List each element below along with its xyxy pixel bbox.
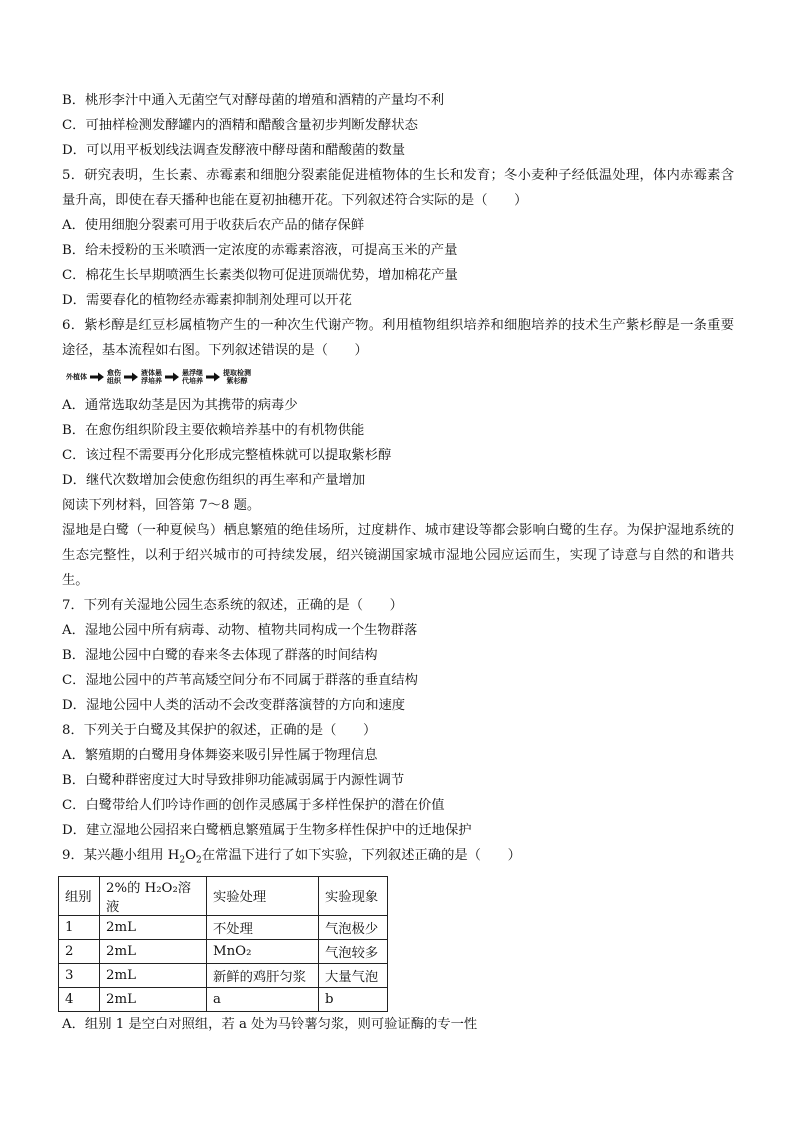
table-cell: 2mL: [100, 963, 207, 987]
q7-option-a: A．湿地公园中所有病毒、动物、植物共同构成一个生物群落: [62, 623, 418, 638]
table-cell: b: [319, 987, 388, 1011]
table-cell: 2mL: [100, 987, 207, 1011]
table-header-row: [59, 876, 388, 915]
reading-instruction: 阅读下列材料，回答第 7～8 题。: [62, 498, 261, 513]
q5-option-c: C．棉花生长早期喷洒生长素类似物可促进顶端优势，增加棉花产量: [62, 268, 458, 283]
q9-stem-subscript: 2: [179, 855, 186, 866]
q7-option-c: C．湿地公园中的芦苇高矮空间分布不同属于群落的垂直结构: [62, 673, 418, 688]
question-5-stem: 5．研究表明，生长素、赤霉素和细胞分裂素能促进植物体的生长和发育；冬小麦种子经低温处理，体内赤霉素含量升高，即使在春天播种也能在夏初抽穗开花。下列叙述符合实际的是（ ）: [62, 168, 734, 208]
q6-option-c: C．该过程不需要再分化形成完整植株就可以提取紫杉醇: [62, 448, 392, 463]
q7-option-d: D．湿地公园中人类的活动不会改变群落演替的方向和速度: [62, 698, 406, 713]
table-cell: 2mL: [100, 915, 207, 939]
question-8-stem: 8．下列关于白鹭及其保护的叙述，正确的是（ ）: [62, 723, 377, 738]
q6-option-a: A．通常选取幼茎是因为其携带的病毒少: [62, 398, 298, 413]
question-6-stem: 6．紫杉醇是红豆杉属植物产生的一种次生代谢产物。利用植物组织培养和细胞培养的技术生产紫杉醇是一条重要途径，基本流程如右图。下列叙述错误的是（ ）: [62, 318, 734, 358]
table-row: [59, 939, 388, 963]
flow-arrow-icon: [124, 372, 138, 382]
flow-arrow-icon: [206, 372, 220, 382]
q8-option-c: C．白鹭带给人们吟诗作画的创作灵感属于多样性保护的潜在价值: [62, 798, 445, 813]
question-9-stem: [62, 843, 734, 874]
q8-option-d: D．建立湿地公园招来白鹭栖息繁殖属于生物多样性保护中的迁地保护: [62, 823, 472, 838]
header-treatment: 实验处理: [207, 876, 319, 915]
flow-step-subculture: 悬浮继 代培养: [182, 369, 203, 385]
table-row: [59, 963, 388, 987]
header-phenomenon: 实验现象: [319, 876, 388, 915]
table-cell: 3: [59, 963, 100, 987]
q5-option-b: B．给未授粉的玉米喷洒一定浓度的赤霉素溶液，可提高玉米的产量: [62, 243, 458, 258]
option-b: B．桃形李汁中通入无菌空气对酵母菌的增殖和酒精的产量均不利: [62, 93, 445, 108]
option-d: D．可以用平板划线法调查发酵液中酵母菌和醋酸菌的数量: [62, 143, 406, 158]
q8-option-b: B．白鹭种群密度过大时导致排卵功能减弱属于内源性调节: [62, 773, 405, 788]
q5-option-a: A．使用细胞分裂素可用于收获后农产品的储存保鲜: [62, 218, 365, 233]
header-solution: 2%的 H₂O₂溶液: [100, 876, 207, 915]
q9-stem-suffix: 在常温下进行了如下实验，下列叙述正确的是（ ）: [201, 848, 521, 863]
q9-option-a: A．组别 1 是空白对照组，若 a 处为马铃薯匀浆，则可验证酶的专一性: [62, 1016, 478, 1032]
experiment-table: [58, 876, 388, 1012]
q6-option-b: B．在愈伤组织阶段主要依赖培养基中的有机物供能: [62, 423, 365, 438]
flow-step-callus: 愈伤 组织: [107, 369, 121, 385]
table-cell: 2mL: [100, 939, 207, 963]
flow-step-extract: 提取检测 紫杉醇: [223, 369, 251, 385]
flow-arrow-icon: [90, 372, 104, 382]
table-cell: 4: [59, 987, 100, 1011]
option-c: C．可抽样检测发酵罐内的酒精和醋酸含量初步判断发酵状态: [62, 118, 418, 133]
table-row: [59, 915, 388, 939]
reading-material: 湿地是白鹭（一种夏候鸟）栖息繁殖的绝佳场所，过度耕作、城市建设等都会影响白鹭的生存。为保护湿地系统的生态完整性，以利于绍兴城市的可持续发展，绍兴镜湖国家城市湿地公园应运而生，实现了诗意与自然的和谐共生。: [62, 523, 734, 588]
q9-stem-subscript-2: 2: [196, 855, 202, 866]
table-cell: 新鲜的鸡肝匀浆: [207, 963, 319, 987]
table-cell: 2: [59, 939, 100, 963]
table-cell: 气泡极少: [319, 915, 388, 939]
table-cell: MnO₂: [207, 939, 319, 963]
q8-option-a: A．繁殖期的白鹭用身体舞姿来吸引异性属于物理信息: [62, 748, 378, 763]
table-cell: a: [207, 987, 319, 1011]
table-cell: 1: [59, 915, 100, 939]
flow-step-explant: 外植体: [66, 373, 87, 381]
table-cell: 气泡较多: [319, 939, 388, 963]
header-group: 组别: [59, 876, 100, 915]
q9-stem-oxygen: O: [185, 848, 197, 863]
q5-option-d: D．需要春化的植物经赤霉素抑制剂处理可以开花: [62, 293, 352, 308]
q7-option-b: B．湿地公园中白鹭的春来冬去体现了群落的时间结构: [62, 648, 378, 663]
q6-option-d: D．继代次数增加会使愈伤组织的再生率和产量增加: [62, 473, 366, 488]
table-cell: 大量气泡: [319, 963, 388, 987]
flow-arrow-icon: [165, 372, 179, 382]
q9-stem-prefix: 9．某兴趣小组用 H: [62, 848, 180, 863]
question-content: [62, 88, 734, 1037]
table-cell: 不处理: [207, 915, 319, 939]
flow-step-suspension: 液体悬 浮培养: [141, 369, 162, 385]
table-row: [59, 987, 388, 1011]
question-7-stem: 7．下列有关湿地公园生态系统的叙述，正确的是（ ）: [62, 598, 403, 613]
process-flow-diagram: [66, 363, 734, 391]
